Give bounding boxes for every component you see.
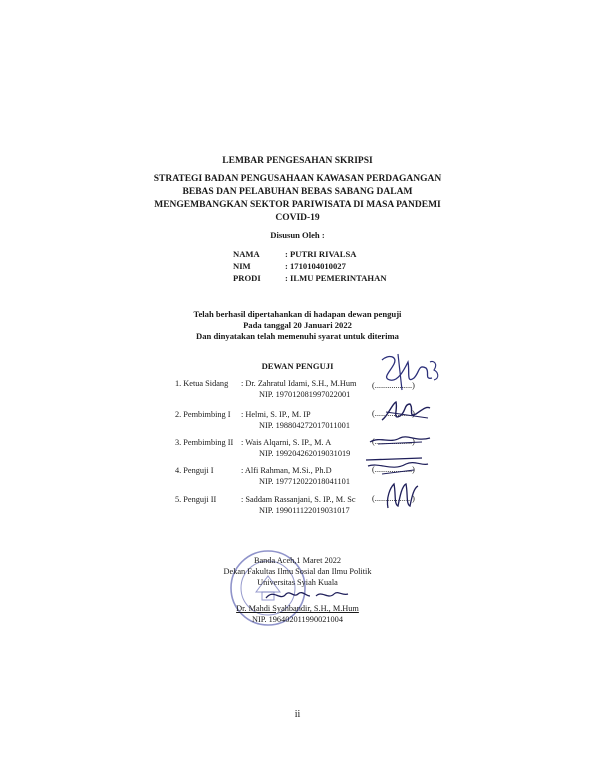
defense-line-3: Dan dinyatakan telah memenuhi syarat untuk diterima — [196, 331, 399, 341]
signature-scribble-2 — [378, 398, 434, 426]
signature-line: (..................) — [372, 437, 415, 446]
signature-scribble-1 — [368, 350, 448, 398]
examiner-name: : Saddam Rassanjani, S. IP., M. Sc — [241, 495, 356, 504]
examiner-nip: NIP. 197012081997022001 — [259, 390, 351, 399]
identity-key: PRODI — [233, 273, 261, 283]
identity-value: : PUTRI RIVALSA — [285, 249, 357, 259]
dean-nip: NIP. 196402011990021004 — [252, 615, 343, 624]
examiner-nip: NIP. 197712022018041101 — [259, 477, 350, 486]
approval-position: Dekan Fakultas Ilmu Sosial dan Ilmu Politik — [223, 567, 372, 576]
examiner-role: 2. Pembimbing I — [175, 410, 231, 419]
examiner-name: : Wais Alqarni, S. IP., M. A — [241, 438, 332, 447]
signature-line: (..................) — [372, 465, 415, 474]
examiner-name: : Dr. Zahratul Idami, S.H., M.Hum — [241, 379, 357, 388]
thesis-title-line-4: COVID-19 — [275, 213, 320, 223]
identity-row-nim — [233, 260, 387, 272]
thesis-title-line-2: BEBAS DAN PELABUHAN BEBAS SABANG DALAM — [182, 187, 413, 197]
examiner-nip: NIP. 199011122019031017 — [259, 506, 350, 515]
identity-value: : ILMU PEMERINTAHAN — [285, 273, 387, 283]
thesis-title-line-3: MENGEMBANGKAN SEKTOR PARIWISATA DI MASA PANDEMI — [154, 200, 441, 210]
signature-scribble-4 — [362, 454, 432, 480]
identity-row-name — [233, 248, 387, 260]
author-identity — [233, 248, 387, 284]
page-heading: LEMBAR PENGESAHAN SKRIPSI — [222, 156, 373, 166]
board-heading: DEWAN PENGUJI — [261, 361, 334, 371]
signature-line: (..................) — [372, 409, 415, 418]
identity-row-prodi — [233, 272, 387, 284]
signature-scribble-5 — [382, 480, 422, 512]
examiner-role: 5. Penguji II — [175, 495, 217, 504]
examiner-name: : Helmi, S. IP., M. IP — [241, 410, 311, 419]
examiner-role: 4. Penguji I — [175, 466, 214, 475]
page-number: ii — [294, 709, 301, 720]
examiner-nip: NIP. 199204262019031019 — [259, 449, 351, 458]
prepared-by-label: Disusun Oleh : — [270, 230, 325, 240]
signature-scribble-3 — [368, 430, 432, 448]
examiner-role: 1. Ketua Sidang — [175, 379, 229, 388]
identity-value: : 1710104010027 — [285, 261, 346, 271]
signature-line: (..................) — [372, 381, 415, 390]
examiner-role: 3. Pembimbing II — [175, 438, 234, 447]
thesis-title-line-1: STRATEGI BADAN PENGUSAHAAN KAWASAN PERDAGANGAN — [153, 174, 442, 184]
defense-line-1: Telah berhasil dipertahankan di hadapan dewan penguji — [193, 309, 402, 319]
approval-university: Universitas Syiah Kuala — [257, 578, 338, 587]
signature-line: (..................) — [372, 494, 415, 503]
defense-line-2: Pada tanggal 20 Januari 2022 — [243, 320, 352, 330]
identity-key: NIM — [233, 261, 251, 271]
examiner-name: : Alfi Rahman, M.Si., Ph.D — [241, 466, 332, 475]
examiner-nip: NIP. 198804272017011001 — [259, 421, 350, 430]
dean-name: Dr. Mahdi Syahbandir, S.H., M.Hum — [236, 604, 359, 613]
identity-key: NAMA — [233, 249, 260, 259]
approval-place-date: Banda Aceh,1 Maret 2022 — [253, 556, 342, 565]
